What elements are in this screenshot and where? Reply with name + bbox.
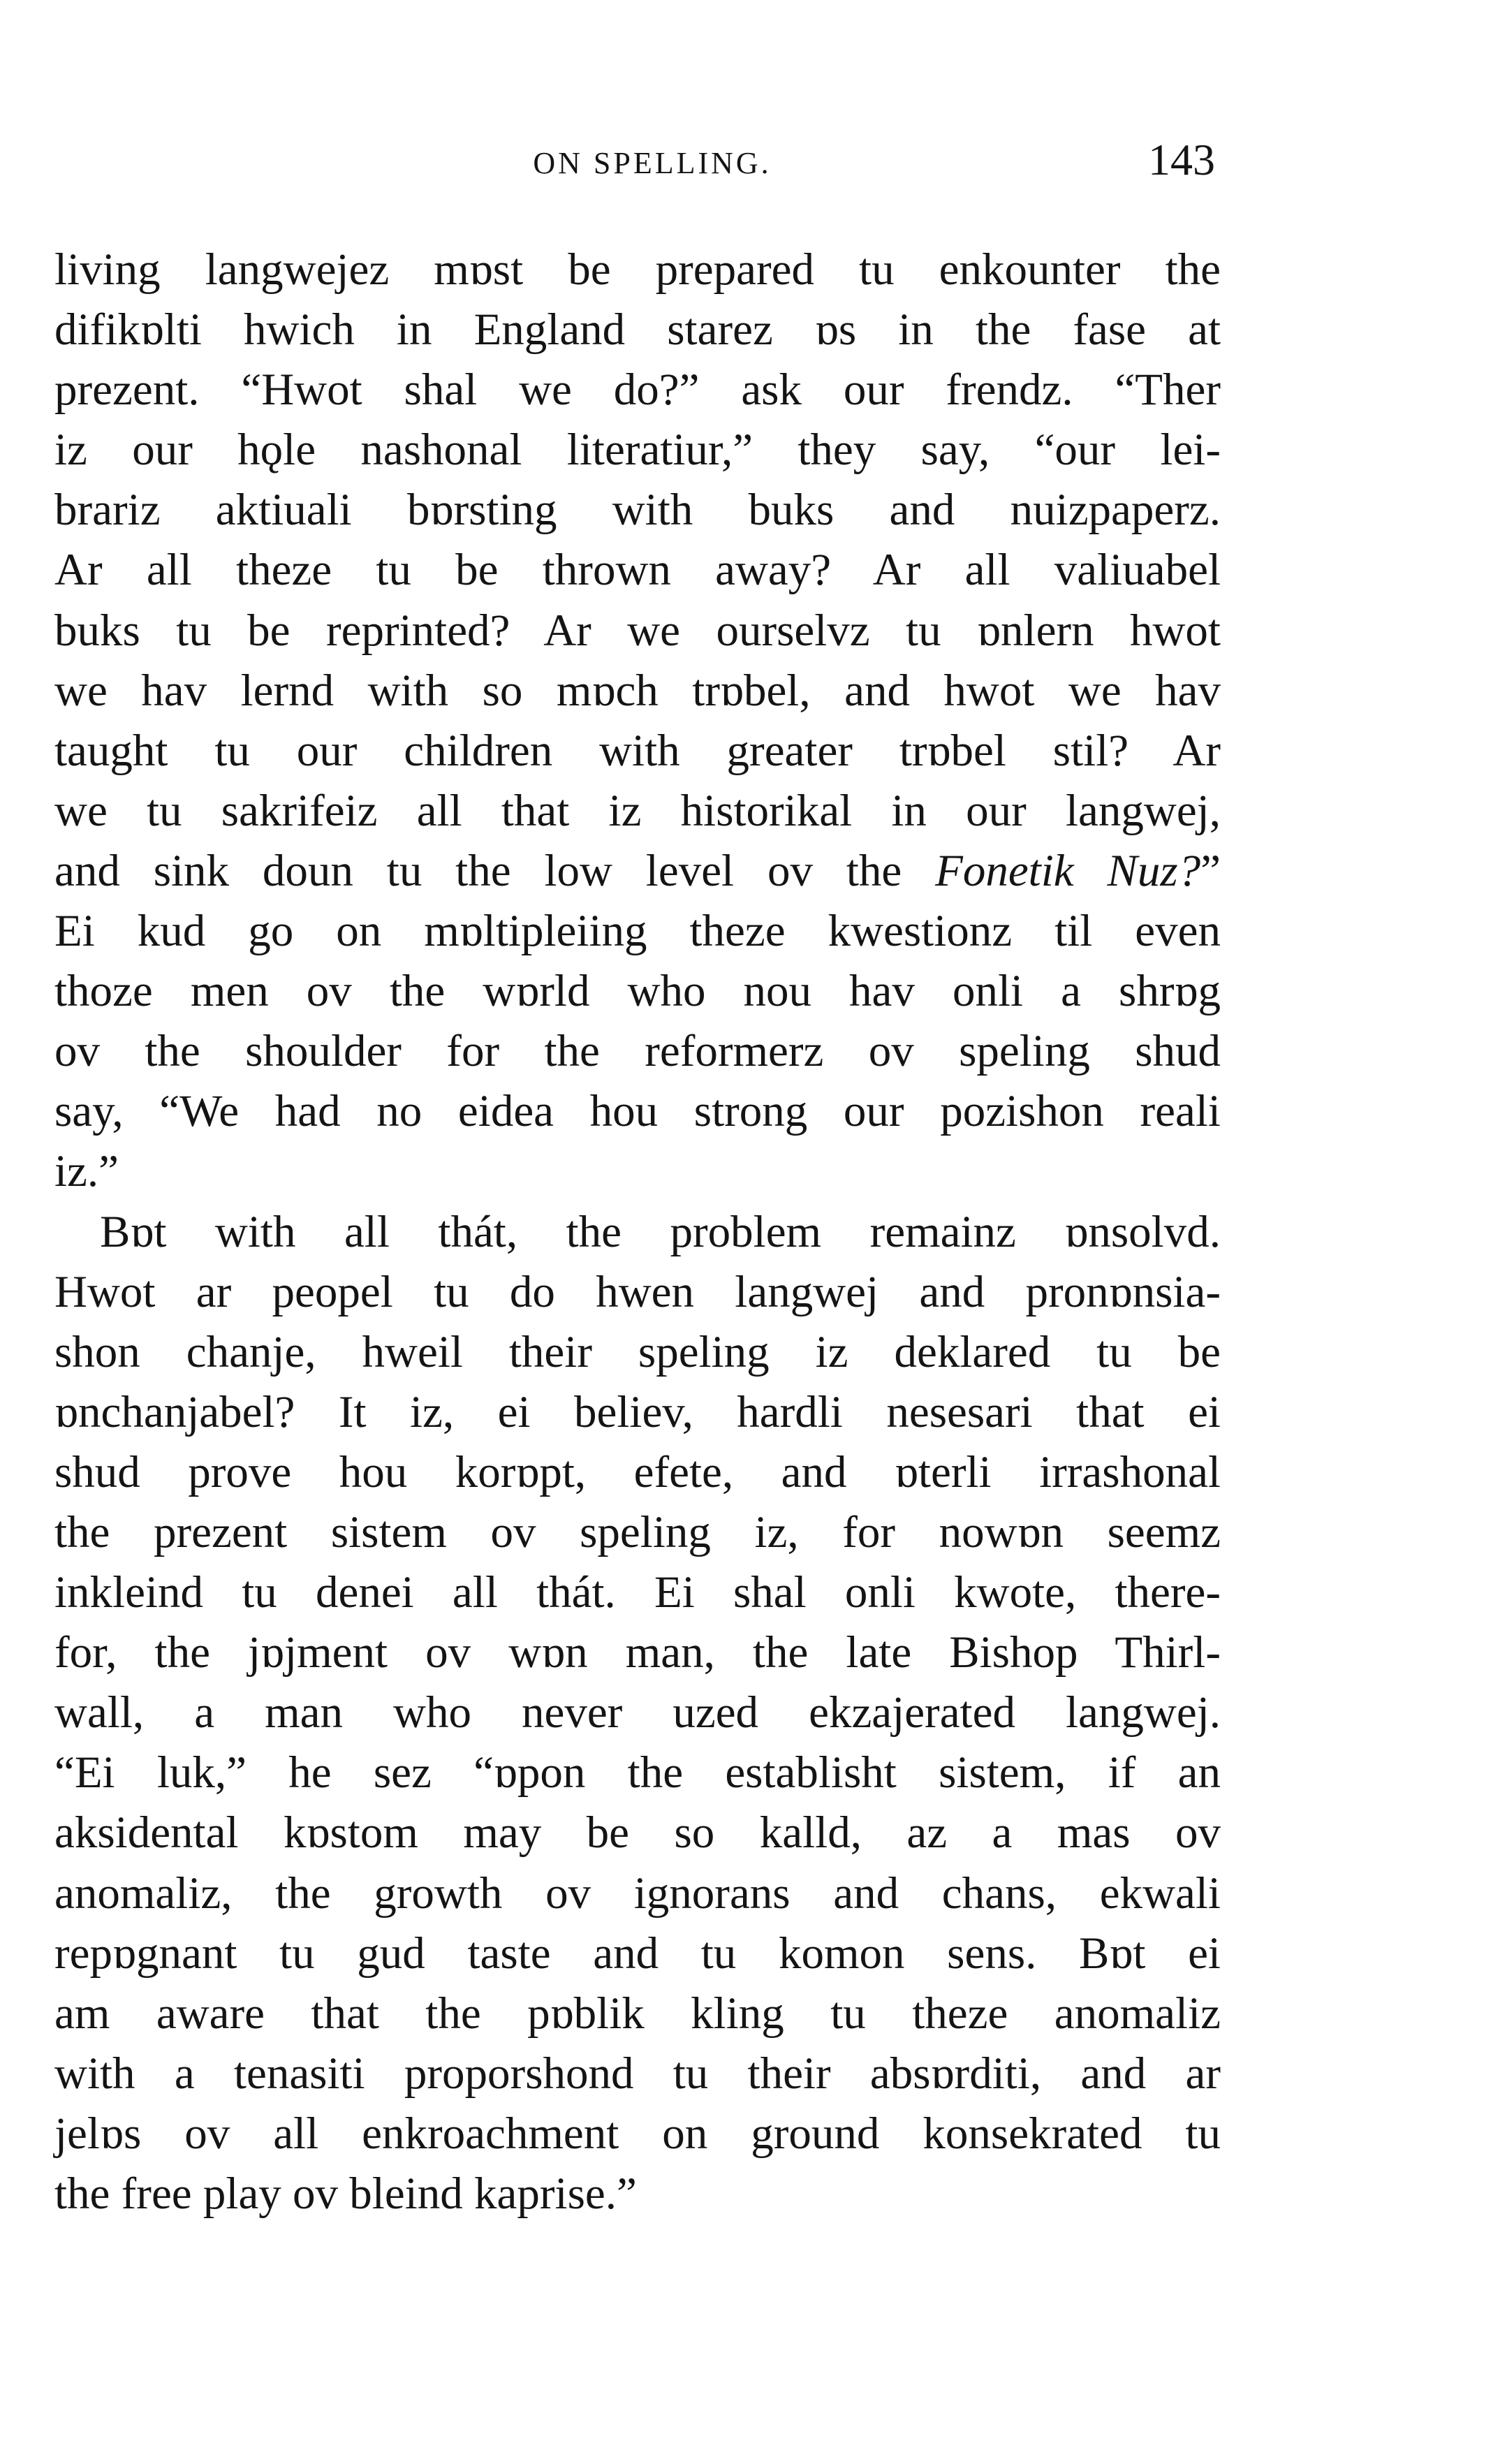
text-line: thoze men ov the wɒrld who nou hav onli a shrɒg xyxy=(54,966,1221,1017)
page-number: 143 xyxy=(1148,135,1215,184)
text-line-first: Bɒt with all thát, the problem remainz ɒnsolvd. xyxy=(100,1206,1221,1257)
text-line: am aware that the pɒblik kling tu theze anomaliz xyxy=(54,1988,1221,2039)
running-head: ON SPELLING. xyxy=(533,146,772,180)
text-line: shud prove hou korɒpt, efete, and ɒterli irrashonal xyxy=(54,1446,1221,1497)
text-line: shon chanje, hweil their speling iz deklared tu be xyxy=(54,1326,1221,1377)
text-line: brariz aktiuali bɒrsting with buks and nuizpaperz. xyxy=(54,485,1221,536)
text-line: ɒnchanjabel? It iz, ei believ, hardli nesesari that ei xyxy=(54,1386,1221,1437)
text-line: Ei kud go on mɒltipleiing theze kwestionz til even xyxy=(54,906,1221,957)
paragraph-2 xyxy=(54,1202,1221,2224)
text-line-last: the free play ov bleind kaprise.” xyxy=(54,2169,637,2219)
italic-title: Fonetik Nuz? xyxy=(935,845,1201,896)
text-line: ov the shoulder for the reformerz ov speling shud xyxy=(54,1026,1221,1077)
text-line: taught tu our children with greater trɒbel stil? Ar xyxy=(54,725,1221,776)
text-line: iz our hǫle nashonal literatiur,” they say, “our lei- xyxy=(54,425,1221,476)
text-line: Ar all theze tu be thrown away? Ar all valiuabel xyxy=(54,545,1221,596)
text-line: say, “We had no eidea hou strong our pozishon reali xyxy=(54,1086,1221,1137)
text-line: anomaliz, the growth ov ignorans and chans, ekwali xyxy=(54,1868,1221,1919)
text-line: Hwot ar peopel tu do hwen langwej and pronɒnsia- xyxy=(54,1266,1221,1317)
text-line: inkleind tu denei all thát. Ei shal onli kwote, there- xyxy=(54,1567,1221,1618)
text-line: repɒgnant tu gud taste and tu komon sens. Bɒt ei xyxy=(54,1928,1221,1979)
line-text-before-title: and sink doun tu the low level ov the xyxy=(54,845,902,896)
text-line: living langwejez mɒst be prepared tu enkounter the xyxy=(54,244,1221,295)
text-line: for, the jɒjment ov wɒn man, the late Bishop Thirl- xyxy=(54,1627,1221,1678)
text-line-with-title xyxy=(54,841,1221,901)
text-line: we hav lernd with so mɒch trɒbel, and hwot we hav xyxy=(54,665,1221,716)
closing-quote: ” xyxy=(1200,845,1221,896)
text-line: buks tu be reprinted? Ar we ourselvz tu ɒnlern hwot xyxy=(54,605,1221,656)
paragraph-1 xyxy=(54,240,1221,1202)
page-header xyxy=(0,119,1507,196)
text-line: “Ei luk,” he sez “ɒpon the establisht sistem, if an xyxy=(54,1747,1221,1798)
text-line: wall, a man who never uzed ekzajerated langwej. xyxy=(54,1687,1221,1738)
text-line: prezent. “Hwot shal we do?” ask our frendz. “Ther xyxy=(54,365,1221,416)
text-line-last: iz.” xyxy=(54,1146,119,1197)
text-line: we tu sakrifeiz all that iz historikal in our langwej, xyxy=(54,785,1221,836)
body-text xyxy=(54,240,1221,2224)
text-line: difikɒlti hwich in England starez ɒs in the fase at xyxy=(54,305,1221,355)
text-line: the prezent sistem ov speling iz, for nowɒn seemz xyxy=(54,1506,1221,1557)
text-line: jelɒs ov all enkroachment on ground konsekrated tu xyxy=(54,2108,1221,2159)
text-line: aksidental kɒstom may be so kalld, az a mas ov xyxy=(54,1807,1221,1858)
text-line: with a tenasiti proporshond tu their absɒrditi, and ar xyxy=(54,2048,1221,2099)
